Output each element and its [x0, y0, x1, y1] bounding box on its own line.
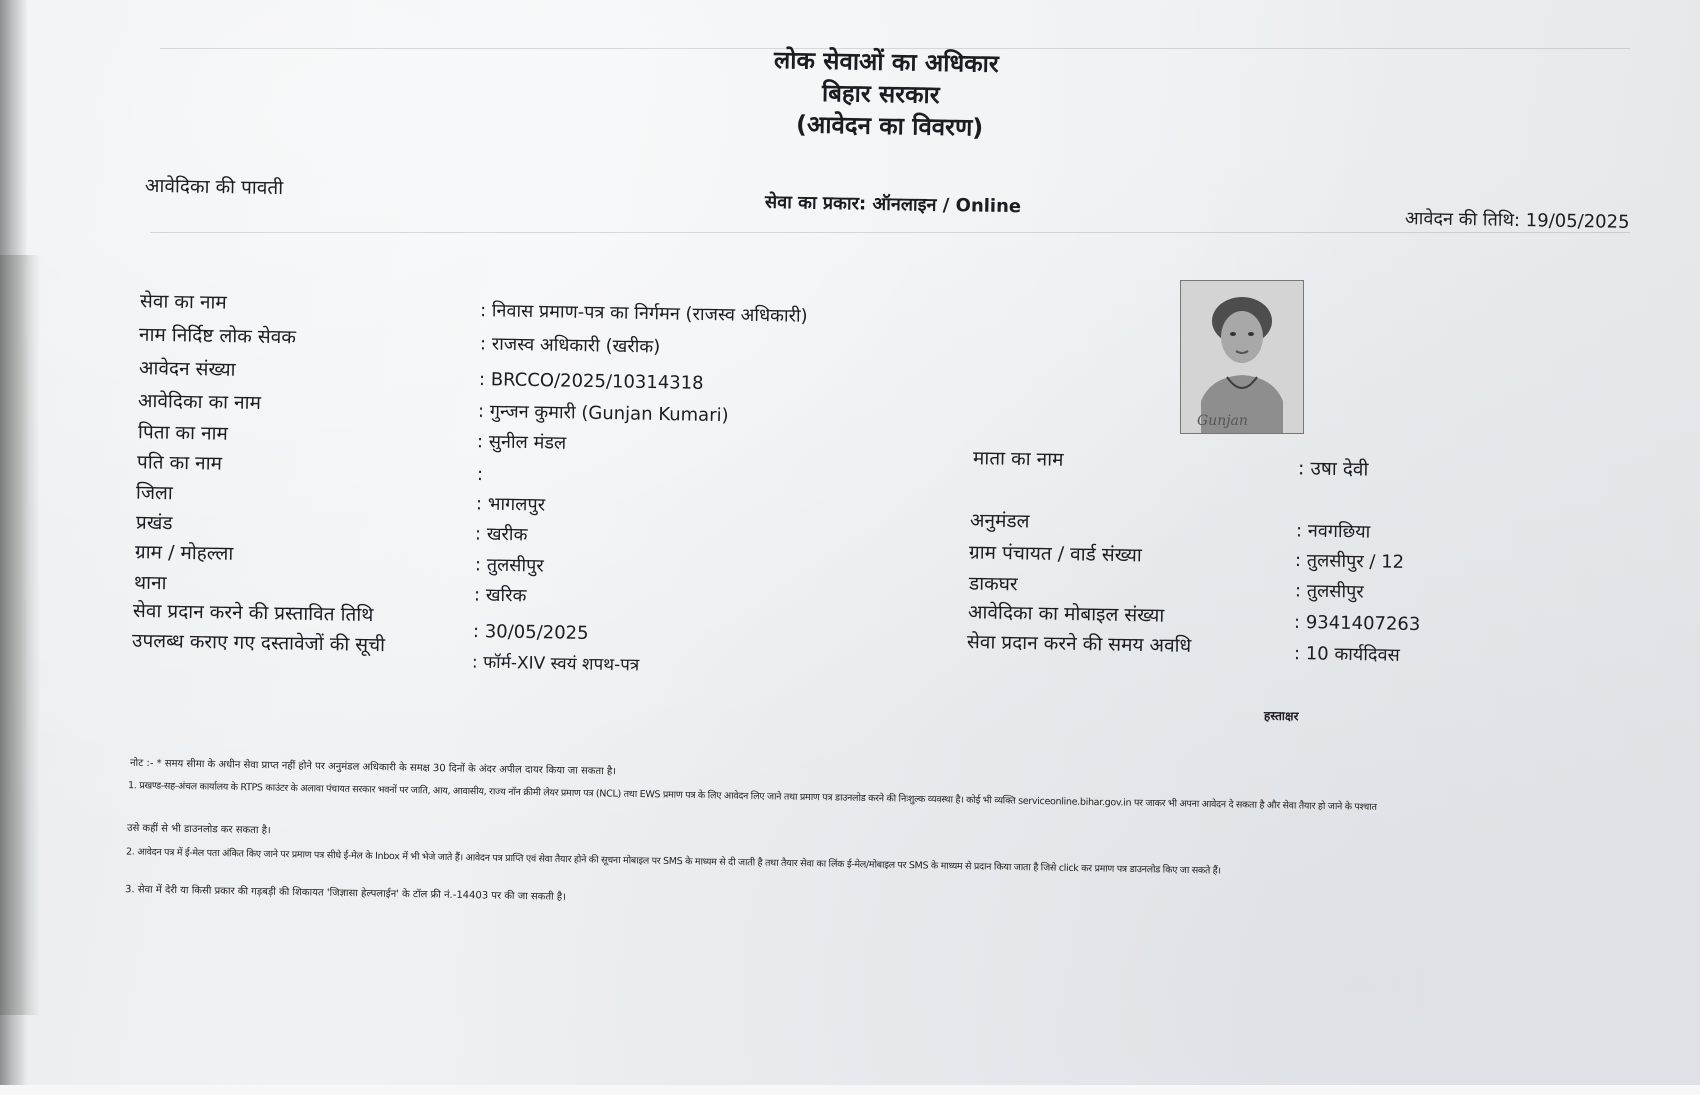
field-label-documents: उपलब्ध कराए गए दस्तावेजों की सूची [131, 629, 386, 657]
field-value-district: : भागलपुर [475, 493, 546, 516]
field-value-public-servant: : राजस्व अधिकारी (खरीक) [479, 333, 661, 358]
application-date: आवेदन की तिथि: 19/05/2025 [1404, 208, 1630, 233]
field-label-service-name: सेवा का नाम [139, 290, 227, 314]
scan-fold-shadow [0, 255, 40, 1015]
field-label-mother-name: माता का नाम [972, 447, 1064, 471]
field-label-panchayat-ward: ग्राम पंचायत / वार्ड संख्या [968, 541, 1142, 567]
field-value-documents: : फॉर्म-XIV स्वयं शपथ-पत्र [471, 652, 640, 676]
field-value-mother-name: : उषा देवी [1297, 457, 1369, 481]
field-value-panchayat-ward: : तुलसीपुर / 12 [1294, 550, 1405, 573]
field-label-subdivision: अनुमंडल [969, 509, 1030, 533]
field-value-village: : तुलसीपुर [474, 554, 544, 577]
field-value-mobile: : 9341407263 [1293, 611, 1421, 636]
note-1-continued: उसे कहीं से भी डाउनलोड कर सकता है। [126, 822, 271, 837]
field-value-block: : खरीक [474, 523, 528, 546]
field-label-mobile: आवेदिका का मोबाइल संख्या [967, 601, 1165, 627]
field-value-police-station: : खरिक [473, 584, 527, 607]
field-label-village: ग्राम / मोहल्ला [134, 541, 234, 565]
field-label-applicant-name: आवेदिका का नाम [137, 389, 262, 415]
field-label-police-station: थाना [133, 571, 167, 595]
applicant-photo-image [1181, 281, 1303, 433]
receipt-label: आवेदिका की पावती [144, 174, 284, 200]
field-label-public-servant: नाम निर्दिष्ट लोक सेवक [138, 323, 297, 349]
field-value-father-name: : सुनील मंडल [476, 431, 567, 454]
field-label-proposed-date: सेवा प्रदान करने की प्रस्तावित तिथि [132, 599, 374, 627]
field-value-proposed-date: : 30/05/2025 [472, 620, 589, 645]
note-3: 3. सेवा में देरी या किसी प्रकार की गड़बड़ी की शिकायत 'जिज्ञासा हेल्पलाईन' के टॉल फ्री नं.-14403 पर की जा सकती है। [124, 884, 567, 903]
signature-label: हस्ताक्षर [1263, 708, 1299, 724]
photo-signature: Gunjan [1197, 413, 1248, 429]
applicant-photo [1180, 280, 1304, 434]
field-label-husband-name: पति का नाम [136, 451, 223, 475]
note-intro: नोट :- * समय सीमा के अधीन सेवा प्राप्त नहीं होने पर अनुमंडल अधिकारी के समक्ष 30 दिनों के अंदर अपील दायर किया जा सकता है। [129, 757, 617, 778]
field-value-subdivision: : नवगछिया [1295, 520, 1371, 543]
field-value-husband-name: : [476, 463, 484, 486]
header-title-3: (आवेदन का विवरण) [795, 110, 984, 142]
field-value-service-name: : निवास प्रमाण-पत्र का निर्गमन (राजस्व अधिकारी) [479, 300, 808, 327]
scan-bottom-edge [0, 1085, 1700, 1095]
field-label-post-office: डाकघर [968, 572, 1018, 596]
field-label-service-period: सेवा प्रदान करने की समय अवधि [966, 631, 1192, 657]
field-value-applicant-name: : गुन्जन कुमारी (Gunjan Kumari) [477, 400, 729, 427]
note-1: 1. प्रखण्ड-सह-अंचल कार्यालय के RTPS काउंटर के अलावा पंचायत सरकार भवनों पर जाति, आय, आवासीय, राज्य नॉन क्रीमी लेयर प्रमाण पत्र (NCL) तथा EWS प्रमाण पत्र के लिए आवेदन लिए जाने तथा प्रमाण पत्र डाउनलोड करने की निःशुल्क व्यवस्था है। कोई भी व्यक्ति serviceonline.bihar.gov.in पर जाकर भी अपना आवेदन दे सकता है और सेवा तैयार हो जाने के पश्चात [128, 780, 1377, 813]
header-rule [150, 232, 1630, 233]
field-label-block: प्रखंड [135, 511, 173, 535]
note-2: 2. आवेदन पत्र में ई-मेल पता अंकित किए जाने पर प्रमाण पत्र सीधे ई-मेल के Inbox में भी भेजे जाते हैं। आवेदन पत्र प्राप्ति एवं सेवा तैयार होने की सूचना मोबाइल पर SMS के माध्यम से दी जाती है तथा तैयार सेवा का लिंक ई-मेल/मोबाइल पर SMS के माध्यम से प्रदान किया जाता है जिसे click कर प्रमाण पत्र डाउनलोड किए जा सकते हैं। [125, 846, 1221, 877]
header-title-1: लोक सेवाओं का अधिकार [773, 46, 999, 78]
field-value-application-number: : BRCCO/2025/10314318 [478, 369, 704, 394]
service-type: सेवा का प्रकार: ऑनलाइन / Online [764, 191, 1022, 218]
header-title-2: बिहार सरकार [821, 78, 940, 110]
field-label-application-number: आवेदन संख्या [138, 357, 236, 381]
field-value-service-period: : 10 कार्यदिवस [1293, 643, 1400, 666]
field-label-district: जिला [135, 481, 174, 505]
field-label-father-name: पिता का नाम [137, 421, 229, 445]
field-value-post-office: : तुलसीपुर [1294, 580, 1364, 603]
